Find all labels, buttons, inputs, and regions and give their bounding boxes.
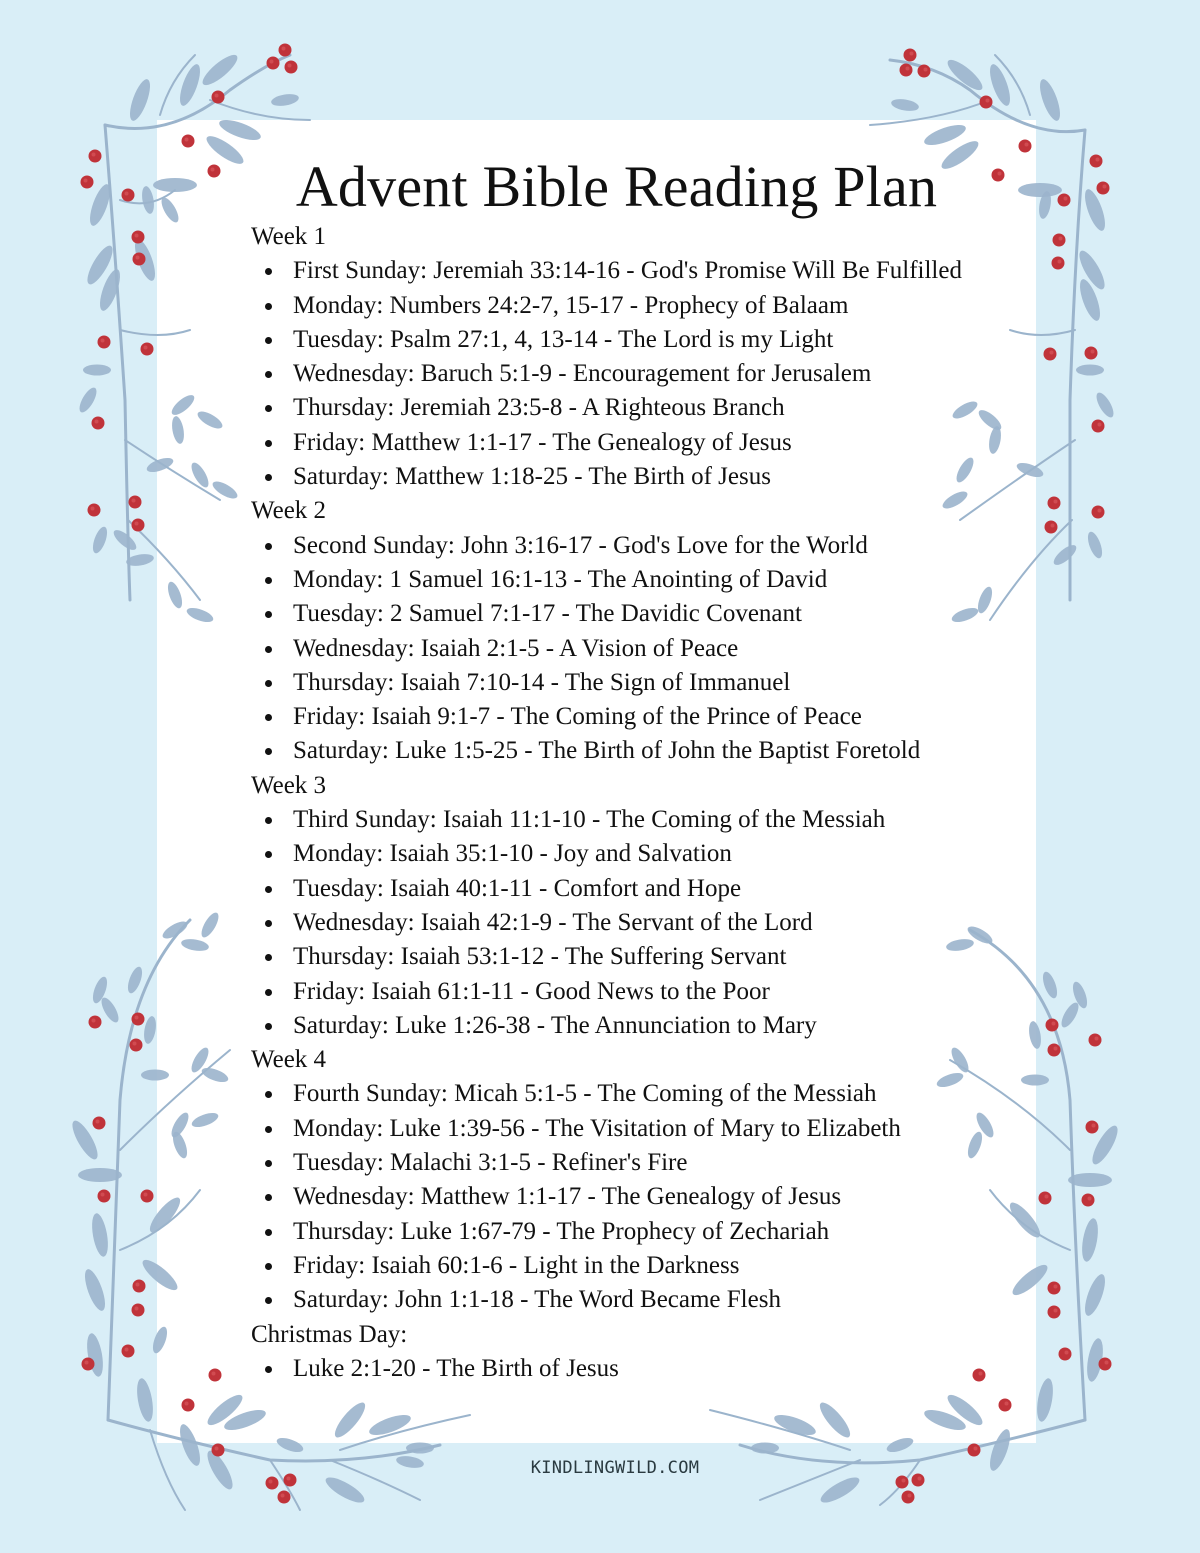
bullet-icon [265,886,272,893]
reading-item: Friday: Isaiah 9:1-7 - The Coming of the Prince of Peace [251,700,1011,734]
reading-item: Monday: 1 Samuel 16:1-13 - The Anointing of David [251,563,1011,597]
bullet-icon [265,646,272,653]
bullet-icon [265,543,272,550]
week-section [251,494,1011,768]
week-heading: Week 3 [251,771,327,799]
bullet-icon [265,303,272,310]
bullet-icon [265,989,272,996]
bullet-icon [265,954,272,961]
bullet-icon [265,268,272,275]
reading-item: Saturday: Luke 1:26-38 - The Annunciation to Mary [251,1009,1011,1043]
reading-item: Luke 2:1-20 - The Birth of Jesus [251,1352,1011,1386]
bullet-icon [265,920,272,927]
bullet-icon [265,1126,272,1133]
reading-item: Second Sunday: John 3:16-17 - God's Love for the World [251,529,1011,563]
bullet-icon [265,371,272,378]
reading-list [251,803,1011,1043]
week-heading: Week 2 [251,497,327,525]
reading-item: Friday: Isaiah 61:1-11 - Good News to the Poor [251,975,1011,1009]
bullet-icon [265,1366,272,1373]
bullet-icon [265,817,272,824]
bullet-icon [265,1229,272,1236]
reading-item: Friday: Matthew 1:1-17 - The Genealogy of Jesus [251,426,1011,460]
bullet-icon [265,474,272,481]
reading-plan [251,220,1011,1386]
bullet-icon [265,1091,272,1098]
bullet-icon [265,405,272,412]
bullet-icon [265,680,272,687]
week-section [251,220,1011,494]
bullet-icon [265,1194,272,1201]
reading-item: Tuesday: 2 Samuel 7:1-17 - The Davidic Covenant [251,597,1011,631]
reading-item: Thursday: Jeremiah 23:5-8 - A Righteous Branch [251,391,1011,425]
reading-item: Monday: Isaiah 35:1-10 - Joy and Salvation [251,837,1011,871]
reading-list [251,254,1011,494]
reading-item: Wednesday: Matthew 1:1-17 - The Genealogy of Jesus [251,1180,1011,1214]
bullet-icon [265,1023,272,1030]
page-title: Advent Bible Reading Plan [295,154,938,219]
bullet-icon [265,714,272,721]
reading-item: Fourth Sunday: Micah 5:1-5 - The Coming of the Messiah [251,1077,1011,1111]
reading-item: Wednesday: Isaiah 2:1-5 - A Vision of Peace [251,632,1011,666]
reading-item: First Sunday: Jeremiah 33:14-16 - God's Promise Will Be Fulfilled [251,254,1011,288]
reading-list [251,1077,1011,1317]
bullet-icon [265,611,272,618]
bullet-icon [265,440,272,447]
bullet-icon [265,748,272,755]
week-heading: Week 1 [251,223,327,250]
reading-item: Tuesday: Isaiah 40:1-11 - Comfort and Hope [251,872,1011,906]
website-footer: KINDLINGWILD.COM [530,1458,700,1478]
week-section [251,769,1011,1043]
bullet-icon [265,577,272,584]
reading-item: Monday: Numbers 24:2-7, 15-17 - Prophecy of Balaam [251,289,1011,323]
reading-item: Monday: Luke 1:39-56 - The Visitation of Mary to Elizabeth [251,1112,1011,1146]
bullet-icon [265,851,272,858]
week-heading: Week 4 [251,1046,327,1074]
reading-item: Wednesday: Baruch 5:1-9 - Encouragement for Jerusalem [251,357,1011,391]
reading-item: Third Sunday: Isaiah 11:1-10 - The Coming of the Messiah [251,803,1011,837]
reading-item: Saturday: Luke 1:5-25 - The Birth of John the Baptist Foretold [251,734,1011,768]
reading-item: Saturday: John 1:1-18 - The Word Became Flesh [251,1283,1011,1317]
reading-item: Thursday: Isaiah 53:1-12 - The Suffering Servant [251,940,1011,974]
week-section [251,1043,1011,1317]
bullet-icon [265,1297,272,1304]
reading-item: Tuesday: Psalm 27:1, 4, 13-14 - The Lord is my Light [251,323,1011,357]
reading-item: Thursday: Isaiah 7:10-14 - The Sign of Immanuel [251,666,1011,700]
reading-list [251,1352,1011,1386]
reading-item: Thursday: Luke 1:67-79 - The Prophecy of Zechariah [251,1215,1011,1249]
reading-item: Friday: Isaiah 60:1-6 - Light in the Darkness [251,1249,1011,1283]
christmas-day-section [251,1318,1011,1387]
reading-item: Tuesday: Malachi 3:1-5 - Refiner's Fire [251,1146,1011,1180]
reading-item: Wednesday: Isaiah 42:1-9 - The Servant of the Lord [251,906,1011,940]
reading-list [251,529,1011,769]
bullet-icon [265,337,272,344]
bullet-icon [265,1263,272,1270]
christmas-day-heading: Christmas Day: [251,1320,408,1348]
reading-item: Saturday: Matthew 1:18-25 - The Birth of Jesus [251,460,1011,494]
bullet-icon [265,1160,272,1167]
